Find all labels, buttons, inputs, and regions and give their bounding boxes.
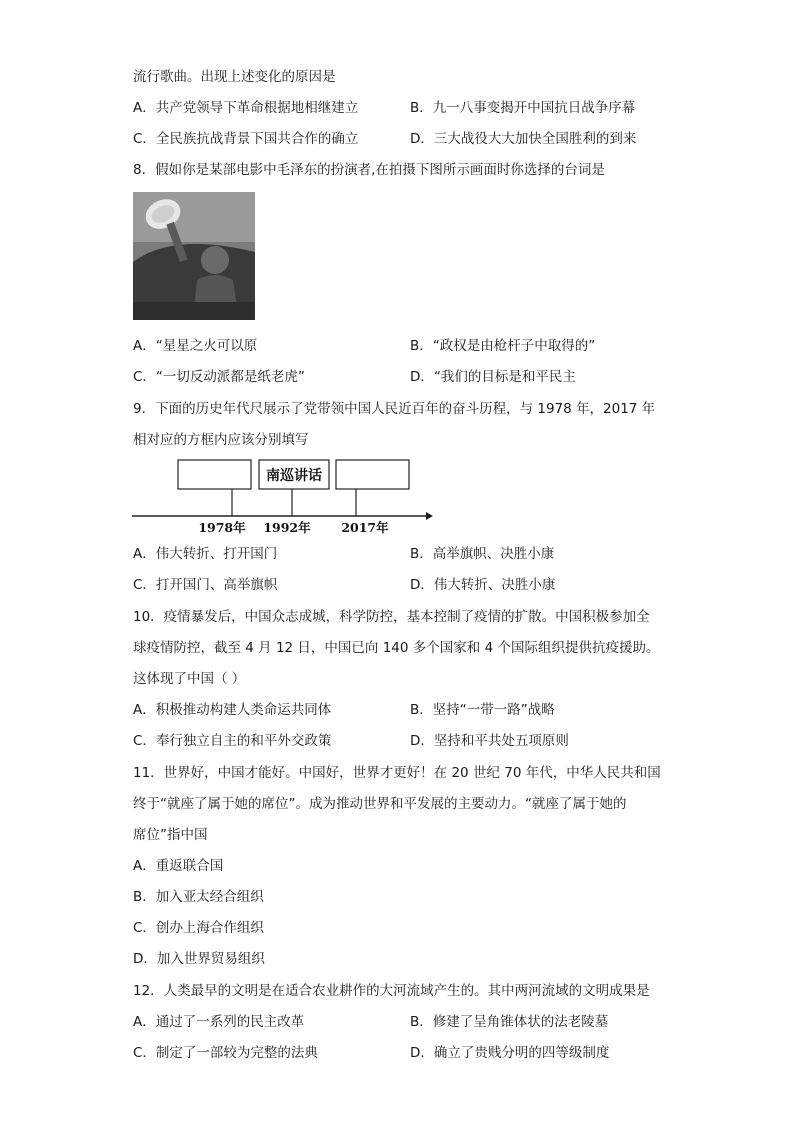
q10-option-b[interactable]: B．坚持“一带一路”战略 [410,702,555,718]
blank-box-2017 [336,460,409,489]
q7-option-d[interactable]: D．三大战役大大加快全国胜利的到来 [410,131,637,147]
year-label-1992: 1992年 [263,520,311,535]
q11-stem-line2: 终于“就座了属于她的席位”。成为推动世界和平发展的主要动力。“就座了属于她的 [133,796,627,812]
q10-stem-line3: 这体现了中国（ ） [133,671,246,687]
q9-option-b[interactable]: B．高举旗帜、决胜小康 [410,546,555,562]
q11-option-c[interactable]: C．创办上海合作组织 [133,920,264,936]
q10-stem-line2: 球疫情防控，截至 4 月 12 日，中国已向 140 多个国家和 4 个国际组织提供抗疫援助。 [133,640,660,656]
q8-option-d[interactable]: D．“我们的目标是和平民主 [410,369,576,385]
q9-stem-line1: 9．下面的历史年代尺展示了党带领中国人民近百年的奋斗历程，与 1978 年，2017 年 [133,401,656,417]
q12-option-d[interactable]: D．确立了贵贱分明的四等级制度 [410,1045,610,1061]
photo-illustration [133,192,255,320]
q8-option-b[interactable]: B．“政权是由枪杆子中取得的” [410,338,596,354]
q9-option-a[interactable]: A．伟大转折、打开国门 [133,546,278,562]
q8-stem: 8．假如你是某部电影中毛泽东的扮演者,在拍摄下图所示画面时你选择的台词是 [133,162,605,178]
year-label-1978: 1978年 [198,520,246,535]
q10-stem-line1: 10．疫情暴发后，中国众志成城，科学防控，基本控制了疫情的扩散。中国积极参加全 [133,609,650,625]
q11-stem-line3: 席位”指中国 [133,827,208,843]
q11-option-b[interactable]: B．加入亚太经合组织 [133,889,264,905]
q8-option-a[interactable]: A．“星星之火可以原 [133,338,258,354]
blank-box-1978 [178,460,251,489]
q10-option-c[interactable]: C．奉行独立自主的和平外交政策 [133,733,332,749]
q7-stem-tail: 流行歌曲。出现上述变化的原因是 [133,69,336,85]
q11-option-d[interactable]: D．加入世界贸易组织 [133,951,265,967]
q11-option-a[interactable]: A．重返联合国 [133,858,224,874]
q11-stem-line1: 11．世界好，中国才能好。中国好，世界才更好！在 20 世纪 70 年代，中华人民共和国 [133,765,661,781]
q7-option-c[interactable]: C．全民族抗战背景下国共合作的确立 [133,131,359,147]
q8-option-c[interactable]: C．“一切反动派都是纸老虎” [133,369,305,385]
q9-option-d[interactable]: D．伟大转折、决胜小康 [410,577,556,593]
q12-option-b[interactable]: B．修建了呈角锥体状的法老陵墓 [410,1014,609,1030]
q12-option-a[interactable]: A．通过了一系列的民主改革 [133,1014,305,1030]
box-label-nanxun: 南巡讲话 [266,468,322,484]
q9-option-c[interactable]: C．打开国门、高举旗帜 [133,577,278,593]
q12-stem: 12．人类最早的文明是在适合农业耕作的大河流域产生的。其中两河流域的文明成果是 [133,983,650,999]
q7-option-b[interactable]: B．九一八事变揭开中国抗日战争序幕 [410,100,636,116]
historical-photo [133,192,255,320]
year-label-2017: 2017年 [341,520,389,535]
q10-option-a[interactable]: A．积极推动构建人类命运共同体 [133,702,332,718]
q9-stem-line2: 相对应的方框内应该分别填写 [133,432,309,448]
q12-option-c[interactable]: C．制定了一部较为完整的法典 [133,1045,318,1061]
q10-option-d[interactable]: D．坚持和平共处五项原则 [410,733,569,749]
q7-option-a[interactable]: A．共产党领导下革命根据地相继建立 [133,100,359,116]
timeline-arrow-icon [426,512,433,520]
history-timeline [130,454,435,536]
